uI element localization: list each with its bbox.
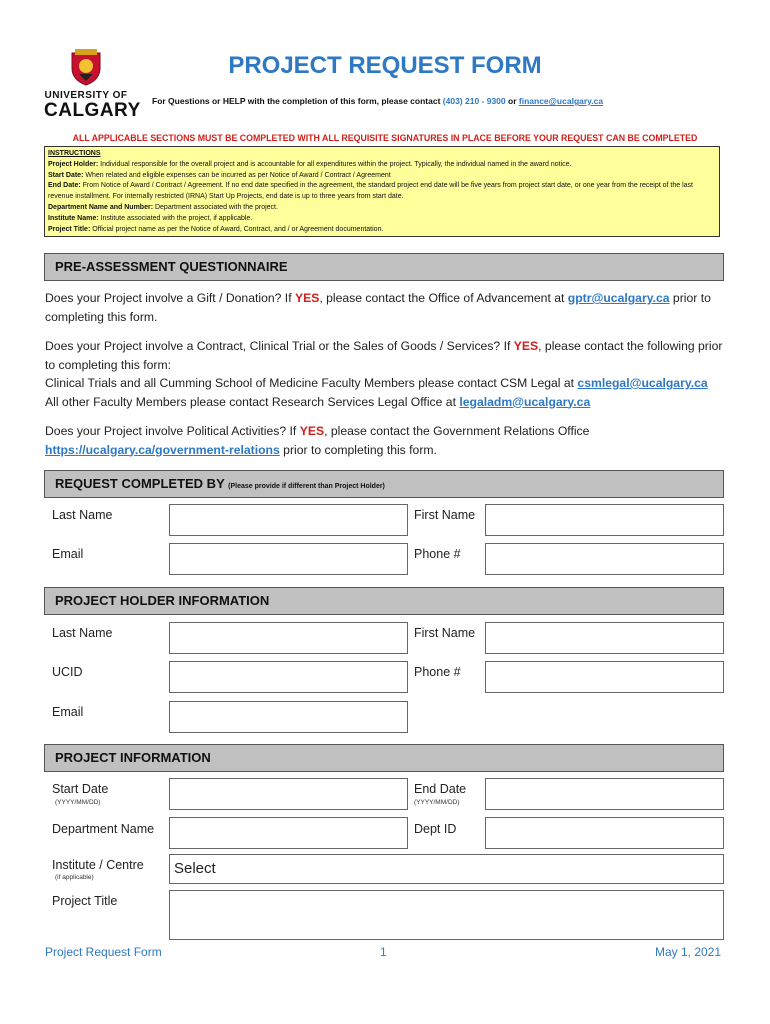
start-date-label: Start Date: [52, 782, 109, 796]
calgary-text: CALGARY: [44, 100, 141, 121]
section-project-holder: [44, 587, 724, 615]
gptr-email-link[interactable]: gptr@ucalgary.ca: [567, 291, 670, 305]
q-text: All other Faculty Members please contact Research Services Legal Office at: [45, 394, 456, 409]
project-title-input[interactable]: [169, 890, 724, 940]
end-date-input[interactable]: [485, 778, 724, 810]
q-text: Clinical Trials and all Cumming School of Medicine Faculty Members please contact CSM Legal at: [45, 376, 575, 390]
instruction-text: Institute associated with the project, if applicable.: [98, 214, 253, 222]
section-heading: PROJECT INFORMATION: [55, 750, 211, 765]
footer-form-name: Project Request Form: [45, 945, 162, 959]
instruction-term: Project Holder:: [48, 160, 99, 168]
contact-prefix: For Questions or HELP with the completion of this form, please contact: [152, 96, 441, 106]
instruction-text: Official project name as per the Notice of Award, Contract, and / or Agreement documentation.: [90, 225, 384, 233]
rcb-phone-label: Phone #: [414, 547, 461, 561]
rcb-first-name-input[interactable]: [485, 504, 724, 536]
contact-line: [152, 96, 603, 106]
department-name-input[interactable]: [169, 817, 408, 849]
ph-first-name-input[interactable]: [485, 622, 724, 654]
instruction-text: When related and eligible expenses can be incurred as per Notice of Award / Contract / Agreement: [83, 171, 391, 179]
instruction-term: Department Name and Number:: [48, 203, 154, 211]
csmlegal-email-link[interactable]: csmlegal@ucalgary.ca: [577, 376, 708, 390]
start-date-format: (YYYY/MM/DD): [55, 799, 101, 806]
footer-date: May 1, 2021: [655, 945, 722, 959]
question-contract: [45, 337, 735, 411]
instruction-text: Department associated with the project.: [153, 203, 278, 211]
dept-id-label: Dept ID: [414, 822, 457, 836]
question-gift: [45, 289, 735, 326]
instruction-item: [48, 181, 716, 203]
section-request-completed-by: [44, 470, 724, 498]
q-text: Does your Project involve Political Activities? If: [45, 424, 297, 438]
ph-last-name-label: Last Name: [52, 626, 113, 640]
question-political: [45, 422, 735, 459]
section-note: (Please provide if different than Project Holder): [228, 483, 385, 490]
yes-label: YES: [513, 339, 539, 353]
institute-label: Institute / Centre: [52, 858, 144, 872]
yes-label: YES: [294, 291, 320, 305]
ph-email-input[interactable]: [169, 701, 408, 733]
institute-select[interactable]: Select: [169, 854, 724, 884]
ph-email-label: Email: [52, 705, 84, 719]
legaladm-email-link[interactable]: legaladm@ucalgary.ca: [459, 394, 591, 409]
q-text: Does your Project involve a Contract, Clinical Trial or the Sales of Goods / Services? If: [45, 339, 511, 353]
footer-page-number: 1: [380, 945, 387, 959]
ph-phone-input[interactable]: [485, 661, 724, 693]
project-title-label: Project Title: [52, 894, 118, 908]
q-text: , please contact the Government Relations Office: [324, 424, 590, 438]
rcb-email-input[interactable]: [169, 543, 408, 575]
department-name-label: Department Name: [52, 822, 155, 836]
q-text: prior to completing this form.: [283, 442, 437, 457]
q-text: prior to completing this form.: [45, 291, 711, 324]
ph-last-name-input[interactable]: [169, 622, 408, 654]
yes-label: YES: [299, 424, 325, 438]
university-of-text: UNIVERSITY OF: [44, 90, 128, 101]
instruction-text: Individual responsible for the overall project and is accountable for all expenditures within the project. Typically, the individual named in the award notice.: [98, 160, 572, 168]
instructions-heading: INSTRUCTIONS: [48, 150, 101, 157]
section-heading: PRE-ASSESSMENT QUESTIONNAIRE: [55, 259, 288, 274]
contact-or: or: [508, 96, 517, 106]
q-text: , please contact the following prior to completing this form:: [45, 339, 723, 372]
rcb-last-name-label: Last Name: [52, 508, 113, 522]
page-title: PROJECT REQUEST FORM: [228, 52, 542, 79]
instruction-item: [48, 160, 716, 171]
contact-email-link[interactable]: finance@ucalgary.ca: [518, 96, 604, 106]
institute-note: (if applicable): [55, 874, 94, 881]
dept-id-input[interactable]: [485, 817, 724, 849]
instruction-term: Start Date:: [48, 171, 84, 179]
section-project-information: [44, 744, 724, 772]
start-date-input[interactable]: [169, 778, 408, 810]
contact-phone: (403) 210 - 9300: [442, 96, 506, 106]
ph-ucid-input[interactable]: [169, 661, 408, 693]
instruction-text: From Notice of Award / Contract / Agreement. If no end date specified in the agreement, the standard project end date will be five years from project start date, or one year from the receipt of the last revenue installment. For internally restricted (IRNA) Start Up Projects, end date is up to three years from start date.: [48, 182, 693, 201]
q-text: Does your Project involve a Gift / Donation? If: [45, 291, 292, 305]
rcb-last-name-input[interactable]: [169, 504, 408, 536]
ph-ucid-label: UCID: [52, 665, 83, 679]
instructions-box: [44, 146, 720, 237]
end-date-format: (YYYY/MM/DD): [414, 799, 460, 806]
section-heading: PROJECT HOLDER INFORMATION: [55, 593, 270, 608]
instruction-term: End Date:: [48, 182, 81, 190]
instruction-term: Project Title:: [48, 225, 91, 233]
rcb-phone-input[interactable]: [485, 543, 724, 575]
required-warning: ALL APPLICABLE SECTIONS MUST BE COMPLETED WITH ALL REQUISITE SIGNATURES IN PLACE BEFORE YOUR REQUEST CAN BE COMPLETED: [72, 133, 698, 143]
section-heading: REQUEST COMPLETED BY: [55, 476, 225, 491]
ph-first-name-label: First Name: [414, 626, 476, 640]
rcb-first-name-label: First Name: [414, 508, 476, 522]
instruction-item: [48, 214, 716, 225]
end-date-label: End Date: [414, 782, 467, 796]
q-text: , please contact the Office of Advancement at: [319, 291, 565, 305]
instruction-item: [48, 203, 716, 214]
government-relations-link[interactable]: https://ucalgary.ca/government-relations: [45, 442, 280, 457]
ph-phone-label: Phone #: [414, 665, 461, 679]
instruction-item: [48, 225, 716, 236]
instruction-term: Institute Name:: [48, 214, 99, 222]
instruction-item: [48, 171, 716, 182]
section-preassessment: [44, 253, 724, 281]
rcb-email-label: Email: [52, 547, 84, 561]
